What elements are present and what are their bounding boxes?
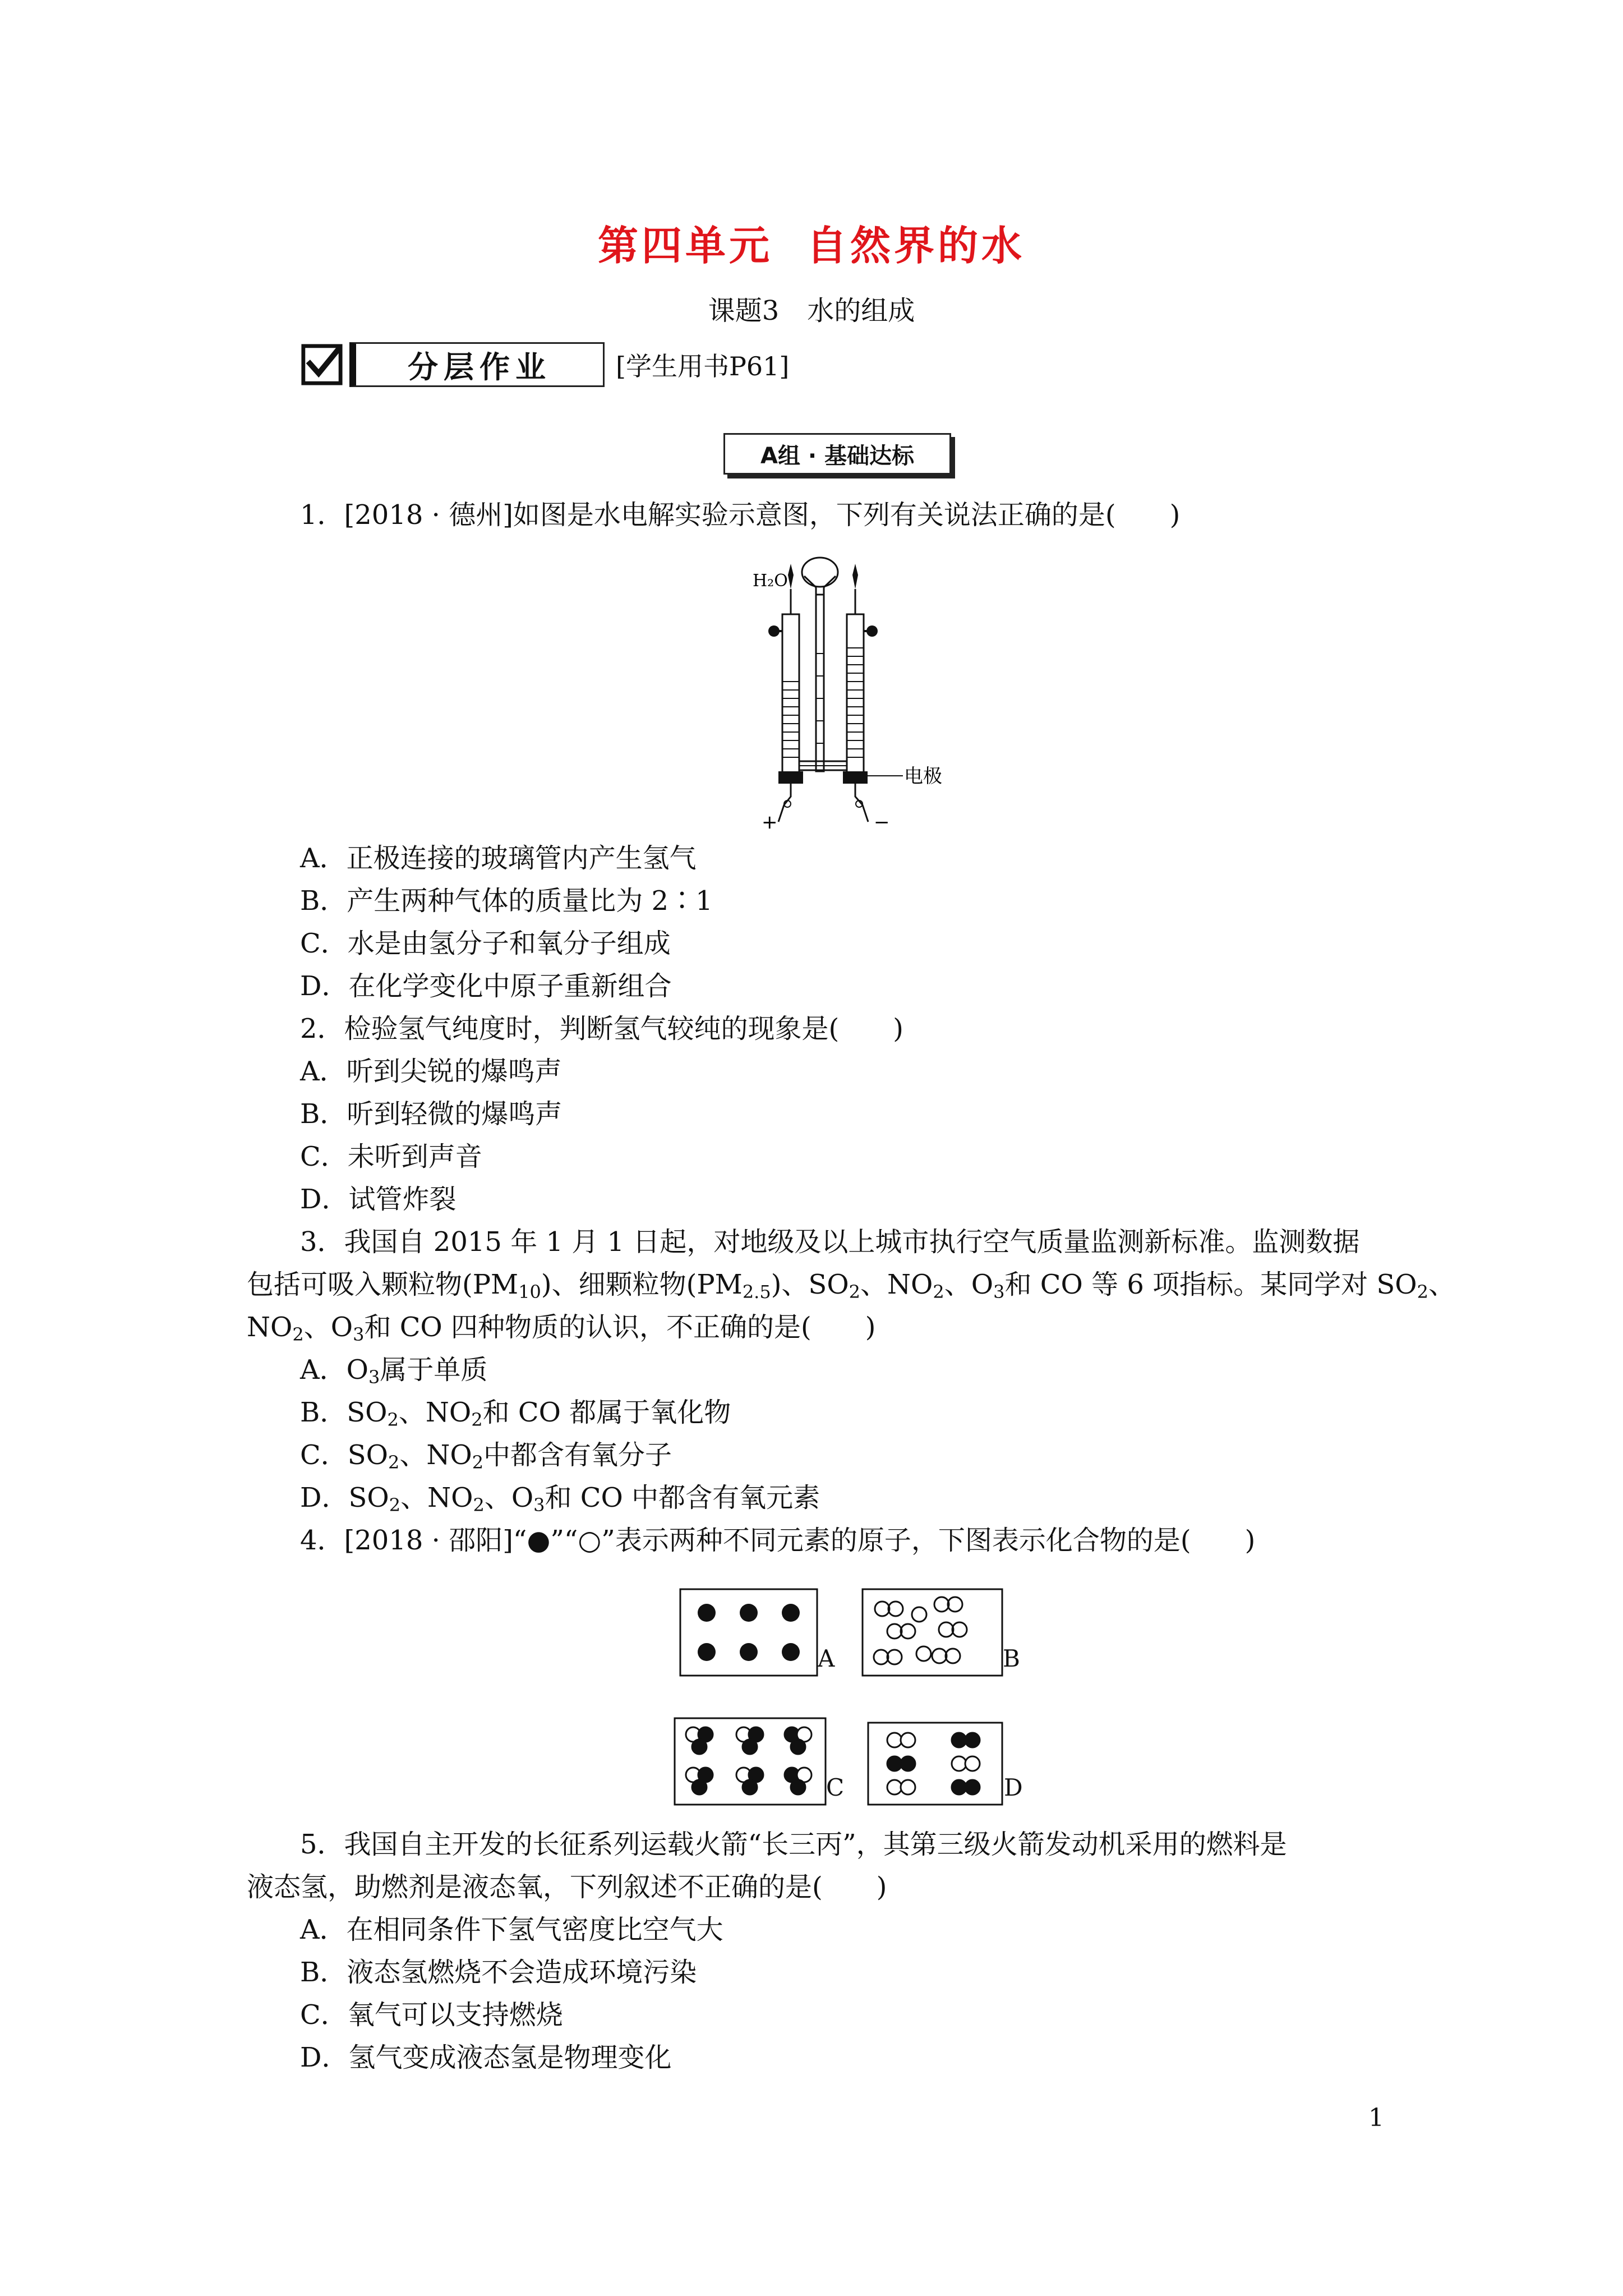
checkbox-checked-icon [300, 343, 344, 386]
q3-option-d: D．$SO_2$、$NO_2$、$O_3$和 CO 中都含有氧元素 [300, 1482, 820, 1516]
page-number: 1 [1368, 2104, 1384, 2132]
diagram-label-a: A [818, 1645, 835, 1672]
q3-stem-line-2: 包括可吸入颗粒物$(PM_{10})$、细颗粒物$(PM_{2.5})$、$SO_2$、$NO_2$、$O_3$和 CO 等 6 项指标。某同学对 $SO_2$、 [247, 1269, 1455, 1303]
homework-label-box: 分层作业 [349, 342, 605, 387]
q2-option-d: D．试管炸裂 [300, 1184, 457, 1215]
molecule-diagram-c [673, 1717, 827, 1806]
water-label: H₂O [753, 571, 788, 591]
electrolysis-apparatus-figure [735, 541, 970, 833]
diagram-label-c: C [826, 1774, 845, 1801]
q1-option-d: D．在化学变化中原子重新组合 [300, 970, 672, 1002]
q2-option-c: C．未听到声音 [300, 1141, 482, 1172]
electrode-label: 电极 [904, 765, 942, 788]
q3-stem-line-1: 3．我国自 2015 年 1 月 1 日起，对地级及以上城市执行空气质量监测新标准。监测数据 [300, 1226, 1360, 1258]
positive-terminal-label: + [762, 811, 778, 833]
textbook-reference: [学生用书P61] [616, 351, 790, 381]
unit-title: 第四单元 自然界的水 [597, 222, 1026, 269]
diagram-label-b: B [1003, 1645, 1020, 1672]
q3-option-b: B．$SO_2$、$NO_2$和 CO 都属于氧化物 [300, 1397, 731, 1430]
q1-option-c: C．水是由氢分子和氧分子组成 [300, 928, 671, 959]
q5-stem-line-1: 5．我国自主开发的长征系列运载火箭“长三丙”，其第三级火箭发动机采用的燃料是 [300, 1829, 1287, 1860]
q4-stem: 4．[2018 · 邵阳]“●”“○”表示两种不同元素的原子，下图表示化合物的是( ) [300, 1525, 1256, 1556]
molecule-diagram-b [861, 1588, 1004, 1677]
q5-stem-line-2: 液态氢，助燃剂是液态氧，下列叙述不正确的是( ) [247, 1871, 887, 1903]
q5-option-c: C．氧气可以支持燃烧 [300, 1999, 563, 2031]
molecule-diagram-a [679, 1588, 819, 1677]
q3-option-a: A．$O_3$属于单质 [300, 1354, 488, 1388]
q1-option-b: B．产生两种气体的质量比为 2∶1 [300, 885, 713, 917]
diagram-label-d: D [1004, 1774, 1023, 1801]
q3-stem-line-3: $NO_2$、$O_3$和 CO 四种物质的认识，不正确的是( ) [247, 1312, 876, 1345]
q1-stem: 1．[2018 · 德州]如图是水电解实验示意图，下列有关说法正确的是( ) [300, 499, 1181, 531]
lesson-title: 课题3 水的组成 [708, 295, 915, 326]
q3-option-c: C．$SO_2$、$NO_2$中都含有氧分子 [300, 1439, 672, 1473]
q2-stem: 2．检验氢气纯度时，判断氢气较纯的现象是( ) [300, 1013, 903, 1045]
group-label: A组 · 基础达标 [723, 433, 951, 475]
molecule-diagram-d [866, 1721, 1004, 1806]
q1-option-a: A．正极连接的玻璃管内产生氢气 [300, 843, 697, 874]
q2-option-b: B．听到轻微的爆鸣声 [300, 1098, 562, 1130]
negative-terminal-label: − [874, 811, 890, 833]
q5-option-a: A．在相同条件下氢气密度比空气大 [300, 1914, 723, 1945]
q5-option-d: D．氢气变成液态氢是物理变化 [300, 2042, 672, 2073]
q5-option-b: B．液态氢燃烧不会造成环境污染 [300, 1957, 697, 1988]
q2-option-a: A．听到尖锐的爆鸣声 [300, 1056, 562, 1087]
homework-header [300, 337, 789, 393]
